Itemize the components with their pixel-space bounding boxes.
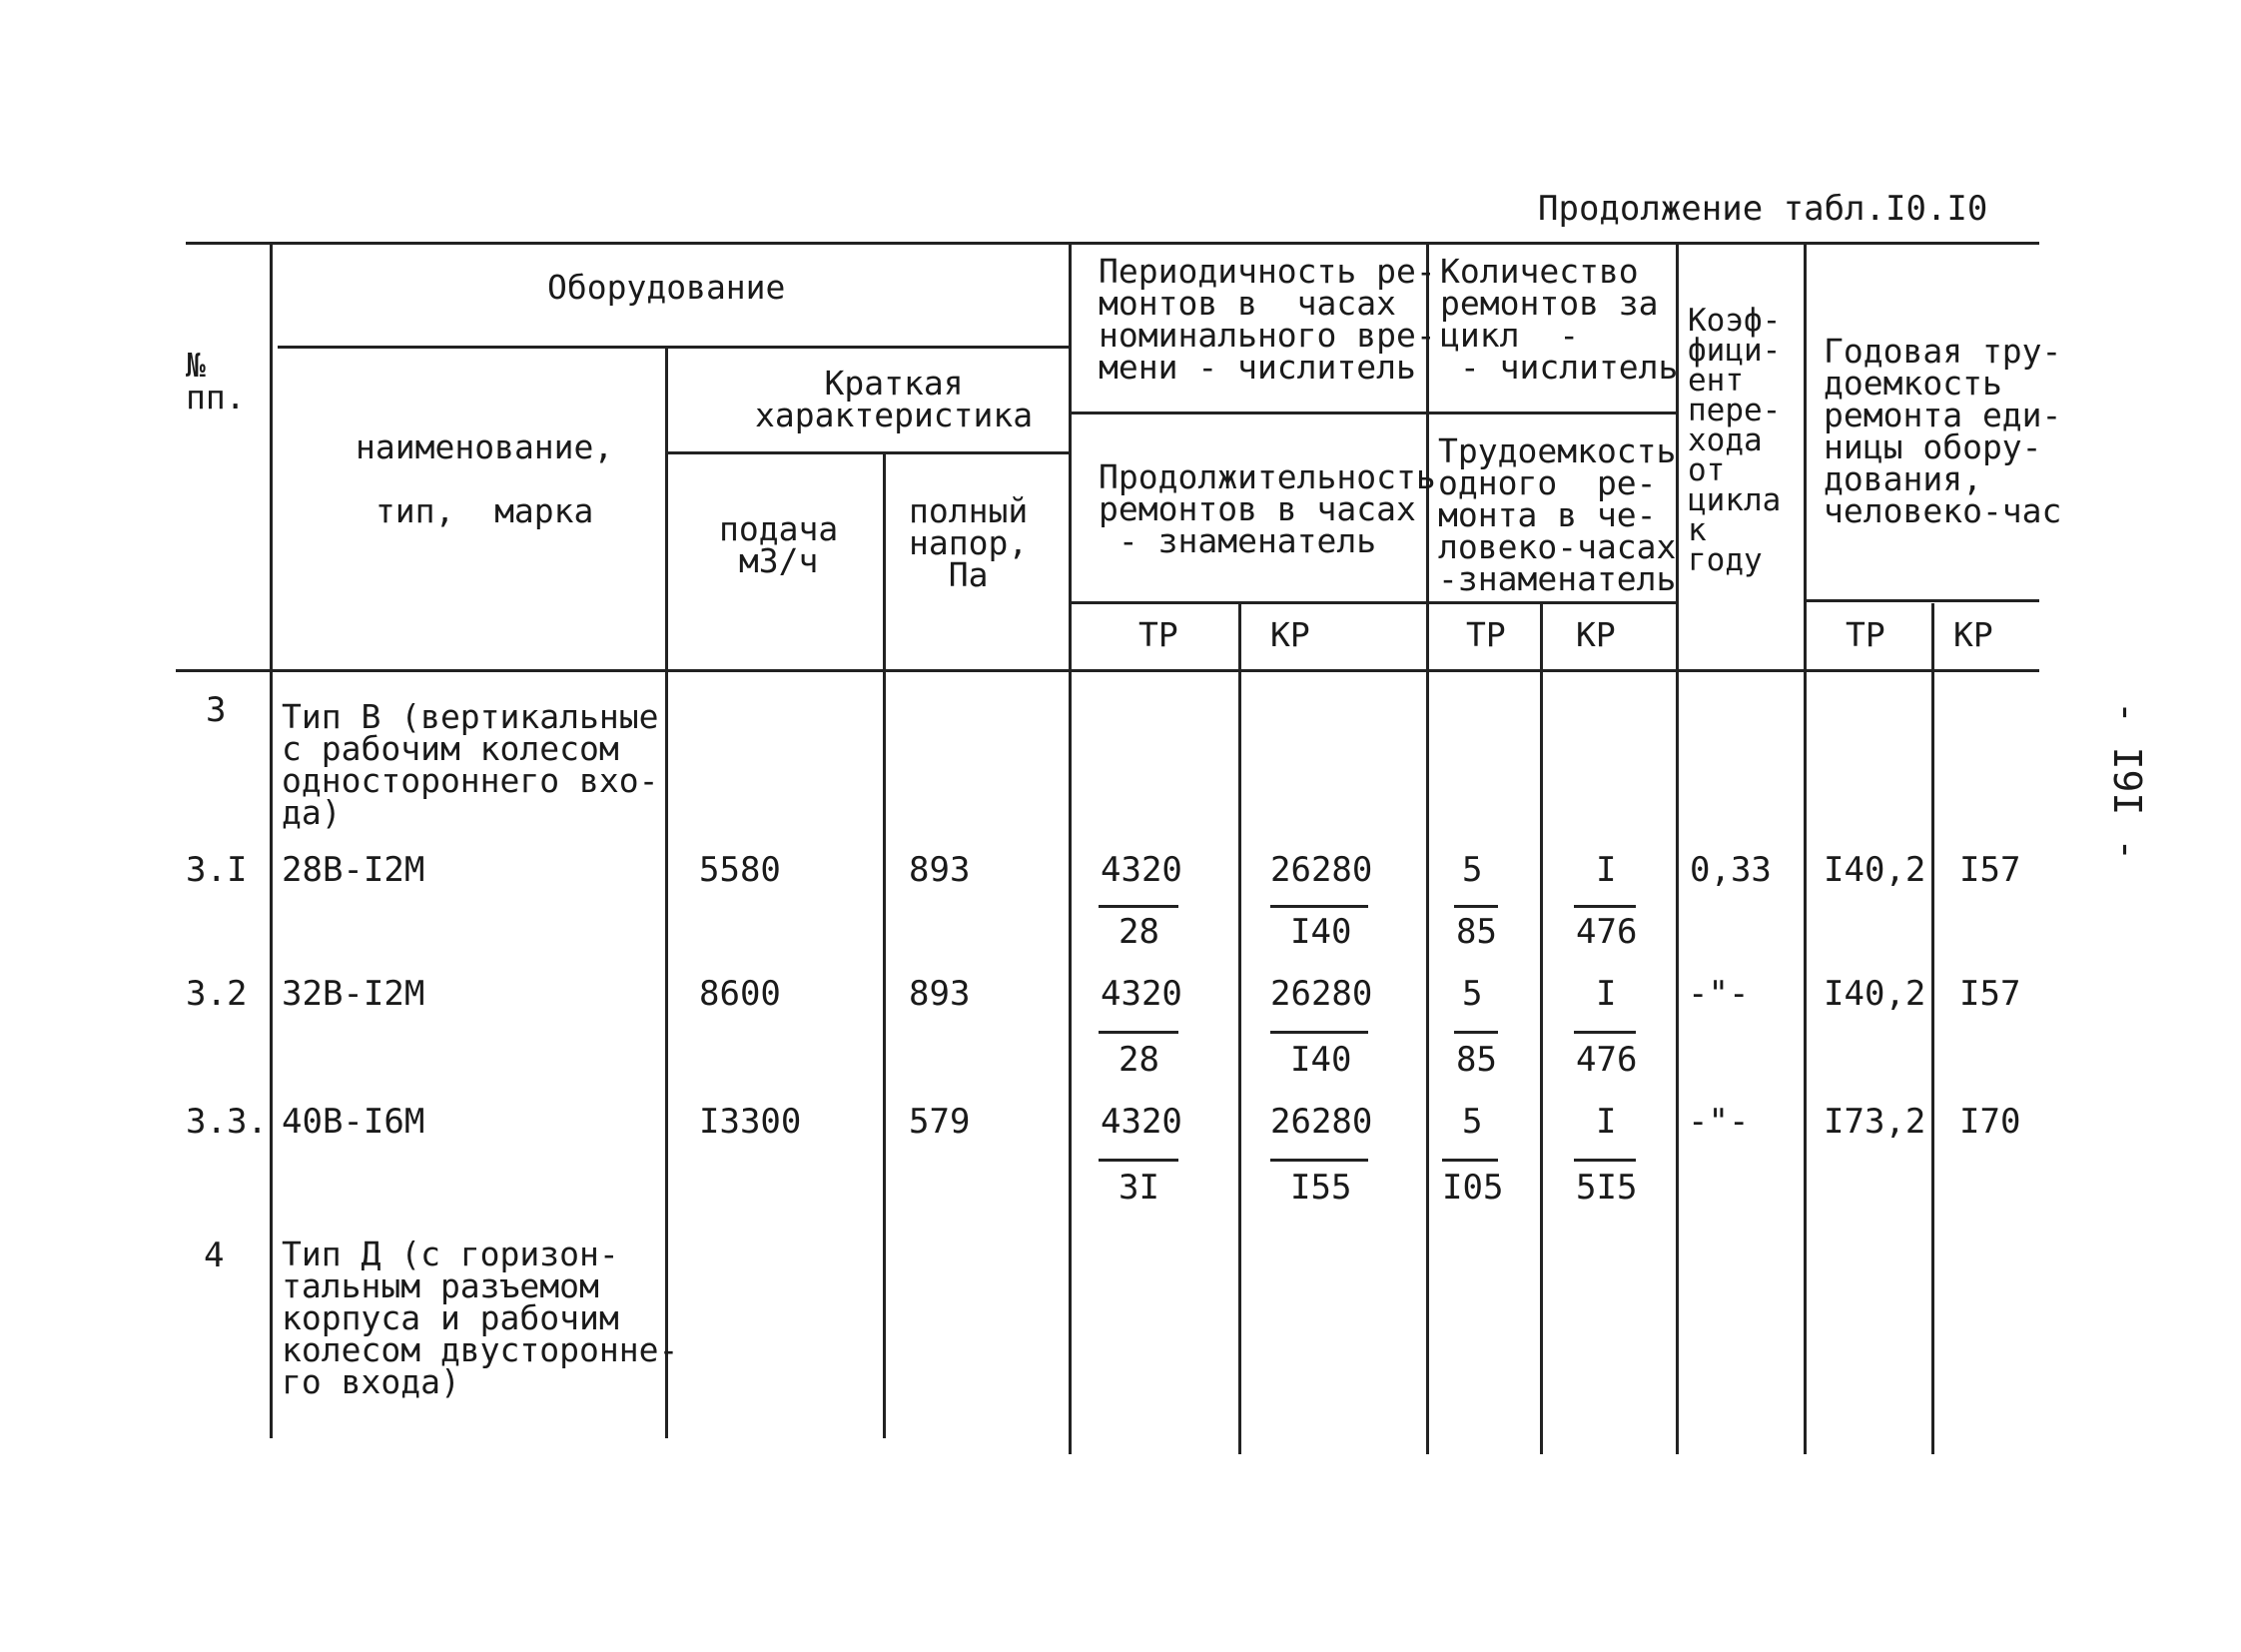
vline-coef (1804, 244, 1807, 1454)
row-name: Тип В (вертикальные с рабочим колесом одностороннего вхо- да) (282, 697, 659, 832)
header-pressure: полный напор, Па (909, 491, 1029, 594)
row-coef: 0,33 (1690, 850, 1772, 890)
header-equipment: Оборудование (547, 268, 786, 307)
header-name: наименование, тип, марка (356, 427, 614, 530)
per-kr-numerator: 26280 (1270, 1102, 1373, 1142)
fraction-bar (1099, 905, 1178, 908)
row-flow: 5580 (699, 850, 781, 890)
per-kr-denominator: I40 (1290, 1040, 1352, 1080)
cnt-kr-numerator: I (1596, 974, 1617, 1014)
per-tr-numerator: 4320 (1101, 1102, 1182, 1142)
fraction-bar (1454, 1031, 1498, 1034)
vline-cnt-tr (1540, 603, 1543, 1454)
header-flow: подача м3/ч (719, 509, 839, 580)
fraction-bar (1454, 905, 1498, 908)
header-brief: Краткая характеристика (755, 364, 1034, 434)
row-num: 4 (204, 1236, 225, 1275)
per-tr-numerator: 4320 (1101, 974, 1182, 1014)
vline-ann-tr (1931, 603, 1934, 1454)
fraction-bar (1574, 905, 1636, 908)
fraction-bar (1442, 1159, 1498, 1162)
fraction-bar (1099, 1031, 1178, 1034)
vline-flow (883, 453, 886, 1438)
vline-pressure (1069, 244, 1072, 1454)
cnt-tr-denominator: I05 (1442, 1168, 1504, 1208)
row-coef: -"- (1688, 1102, 1750, 1142)
row-ann-kr: I70 (1959, 1102, 2021, 1142)
per-tr-denominator: 28 (1119, 912, 1159, 952)
fraction-bar (1270, 1159, 1368, 1162)
cnt-kr-denominator: 5I5 (1576, 1168, 1638, 1208)
header-labor-one: Трудоемкость одного ре- монта в че- ловеко-часах -знаменатель (1438, 431, 1677, 598)
cnt-tr-numerator: 5 (1462, 1102, 1483, 1142)
vline-num (270, 244, 273, 1438)
vline-count (1676, 244, 1679, 1454)
cnt-tr-numerator: 5 (1462, 850, 1483, 890)
header-bottom-border (176, 669, 2039, 672)
rule-under-equipment (278, 346, 1069, 349)
per-tr-denominator: 3I (1119, 1168, 1159, 1208)
fraction-bar (1574, 1159, 1636, 1162)
table-caption: Продолжение табл.I0.I0 (1538, 189, 1988, 229)
fraction-bar (1574, 1031, 1636, 1034)
row-name: 28В-I2М (282, 850, 425, 890)
cnt-tr-numerator: 5 (1462, 974, 1483, 1014)
rule-above-annual-trkr (1804, 599, 2039, 602)
row-name: 40В-I6М (282, 1102, 425, 1142)
row-ann-kr: I57 (1959, 974, 2021, 1014)
header-count: Количество ремонтов за цикл - - числитель (1440, 252, 1679, 387)
fraction-bar (1099, 1159, 1178, 1162)
row-name: Тип Д (с горизон- тальным разъемом корпуса и рабочим колесом двусторонне- го входа) (282, 1235, 679, 1401)
table-top-border (186, 242, 2039, 245)
header-ann-kr: КР (1953, 615, 1993, 654)
fraction-bar (1270, 1031, 1368, 1034)
row-pressure: 893 (909, 974, 971, 1014)
header-num: № пп. (186, 346, 246, 416)
per-kr-denominator: I55 (1290, 1168, 1352, 1208)
cnt-tr-denominator: 85 (1456, 1040, 1497, 1080)
cnt-tr-denominator: 85 (1456, 912, 1497, 952)
row-ann-tr: I73,2 (1824, 1102, 1926, 1142)
header-per-kr: КР (1270, 615, 1310, 654)
fraction-bar (1270, 905, 1368, 908)
page-number: - I9I - (2105, 700, 2150, 862)
row-pressure: 893 (909, 850, 971, 890)
row-flow: I3300 (699, 1102, 802, 1142)
per-tr-numerator: 4320 (1101, 850, 1182, 890)
cnt-kr-denominator: 476 (1576, 912, 1638, 952)
rule-above-trkr (1069, 601, 1678, 604)
header-duration: Продолжительность ремонтов в часах - знаменатель (1099, 457, 1436, 560)
per-kr-numerator: 26280 (1270, 850, 1373, 890)
cnt-kr-numerator: I (1596, 1102, 1617, 1142)
cnt-kr-numerator: I (1596, 850, 1617, 890)
header-coef: Коэф- фици- ент пере- хода от цикла к году (1688, 303, 1782, 578)
header-cnt-kr: КР (1576, 615, 1616, 654)
header-periodicity: Периодичность ре- монтов в часах номинального вре- мени - числитель (1099, 252, 1436, 387)
vline-per-tr (1238, 603, 1241, 1454)
row-name: 32В-I2М (282, 974, 425, 1014)
row-num: 3.I (186, 850, 248, 890)
row-num: 3 (206, 690, 227, 730)
per-tr-denominator: 28 (1119, 1040, 1159, 1080)
rule-under-brief (667, 451, 1069, 454)
header-per-tr: ТР (1138, 615, 1178, 654)
header-cnt-tr: ТР (1466, 615, 1506, 654)
vline-periodicity (1426, 244, 1429, 1454)
cnt-kr-denominator: 476 (1576, 1040, 1638, 1080)
rule-under-numerators (1069, 412, 1678, 414)
row-ann-tr: I40,2 (1824, 974, 1926, 1014)
row-flow: 8600 (699, 974, 781, 1014)
row-num: 3.2 (186, 974, 248, 1014)
header-annual: Годовая тру- доемкость ремонта еди- ницы обору- дования, человеко-час (1824, 332, 2062, 530)
row-ann-tr: I40,2 (1824, 850, 1926, 890)
per-kr-denominator: I40 (1290, 912, 1352, 952)
row-coef: -"- (1688, 974, 1750, 1014)
row-ann-kr: I57 (1959, 850, 2021, 890)
row-num: 3.3. (186, 1102, 268, 1142)
row-pressure: 579 (909, 1102, 971, 1142)
per-kr-numerator: 26280 (1270, 974, 1373, 1014)
header-ann-tr: ТР (1846, 615, 1885, 654)
